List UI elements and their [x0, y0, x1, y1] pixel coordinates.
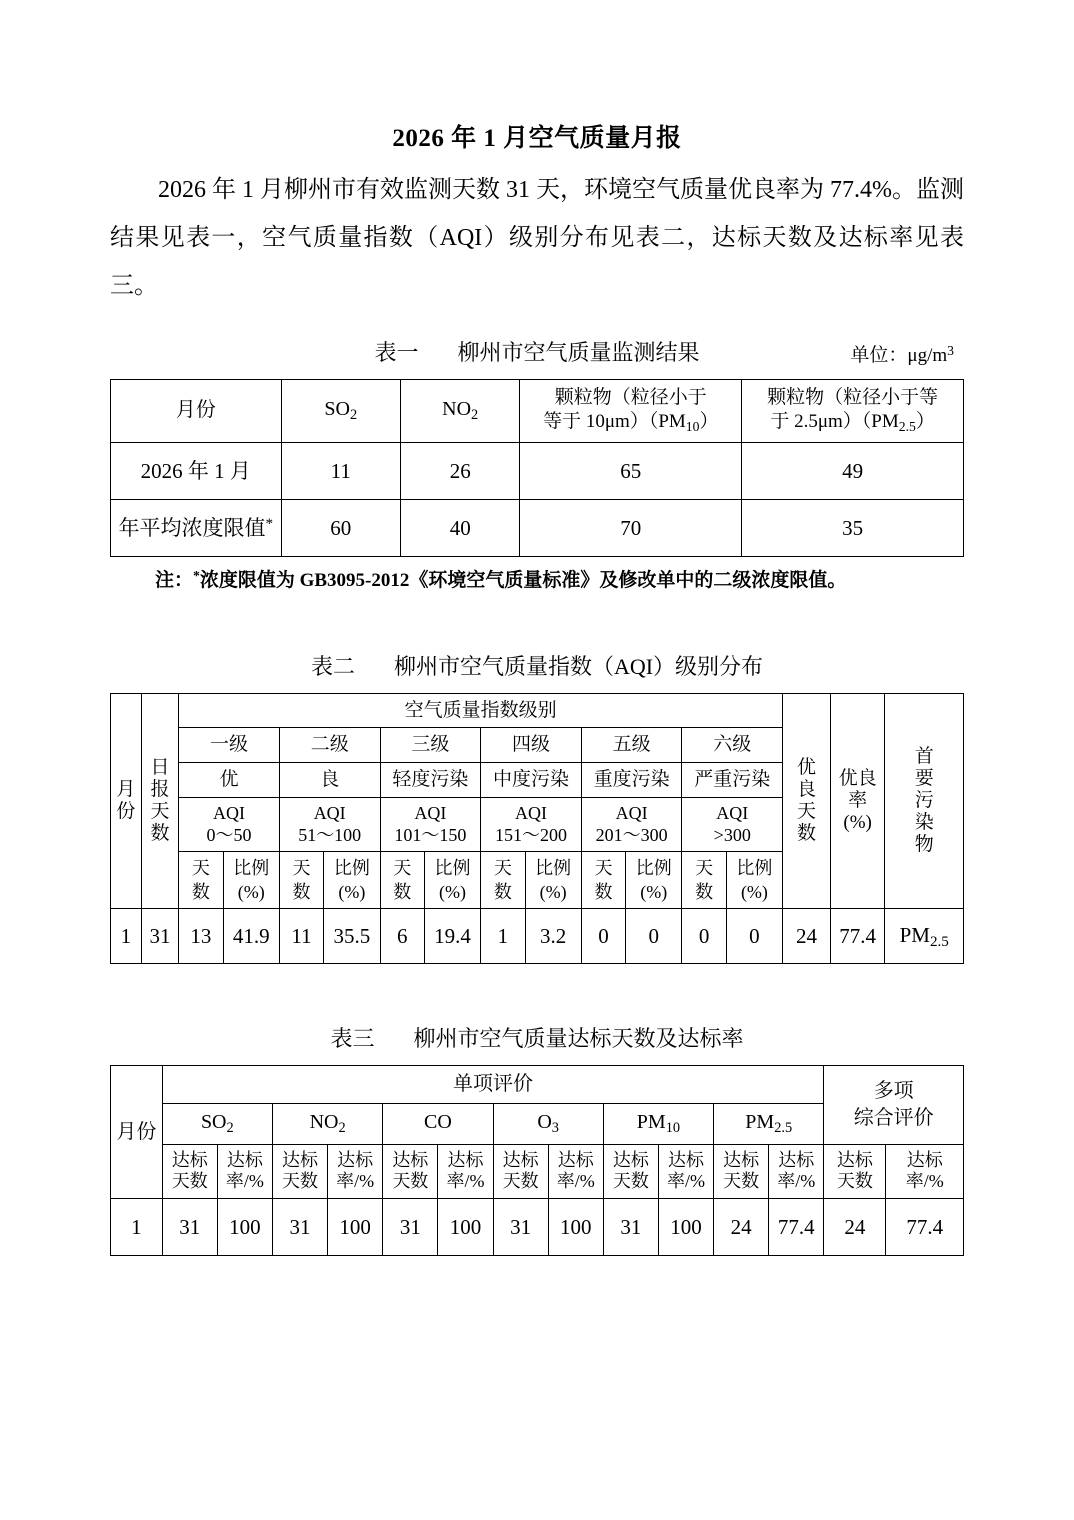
level-6: 六级	[682, 728, 783, 763]
cell-month: 1	[111, 1198, 163, 1255]
sub-header-days: 天 数	[179, 851, 223, 909]
table-one	[110, 379, 964, 557]
col-header-pm25: 颗粒物（粒径小于等 于 $2.5\mu m)(PM_{2.5})$	[742, 379, 964, 442]
sub-header-ratio: 比例 (%)	[223, 851, 279, 909]
cell-level3-ratio: 19.4	[424, 909, 480, 964]
sub-header-days: 达标 天数	[714, 1144, 769, 1198]
cell-so2-limit: 60	[281, 499, 400, 556]
cell-pm10: 65	[520, 442, 742, 499]
col-header-good-days: 优 良 天 数	[783, 693, 831, 909]
row-label-month: 2026 年 1 月	[111, 442, 282, 499]
cell-o3-rate: 100	[548, 1198, 603, 1255]
table-one-note: 注：*浓度限值为 GB3095-2012《环境空气质量标准》及修改单中的二级浓度限值。	[155, 567, 847, 591]
level-3: 三级	[380, 728, 481, 763]
sub-header-ratio: 比例 (%)	[726, 851, 782, 909]
table-three-caption-label: 表三	[330, 1026, 375, 1052]
page-title: 2026 年 1 月空气质量月报	[392, 125, 682, 152]
level-range-1: AQI 0～50	[179, 797, 280, 851]
pollutant-co: CO	[383, 1104, 493, 1144]
table-row	[111, 909, 964, 964]
table-one-caption-title: 柳州市空气质量监测结果	[457, 339, 700, 365]
cell-level1-ratio: 41.9	[223, 909, 279, 964]
sub-header-rate: 达标 率/%	[769, 1144, 824, 1198]
cell-level4-days: 1	[481, 909, 525, 964]
cell-co-rate: 100	[438, 1198, 493, 1255]
cell-co-days: 31	[383, 1198, 438, 1255]
level-range-6: AQI >300	[682, 797, 783, 851]
cell-so2-days: 31	[162, 1198, 217, 1255]
level-name-2: 良	[279, 763, 380, 798]
intro-paragraph: 2026 年 1 月柳州市有效监测天数 31 天，环境空气质量优良率为 77.4%。监测结果见表一，空气质量指数（AQI）级别分布见表二，达标天数及达标率见表三。	[110, 176, 964, 299]
level-name-1: 优	[179, 763, 280, 798]
cell-level5-ratio: 0	[626, 909, 682, 964]
table-one-unit: 单位：$\mu g/m^3$	[850, 342, 954, 366]
cell-so2: 11	[281, 442, 400, 499]
sub-header-days: 达标 天数	[162, 1144, 217, 1198]
col-header-month: 月 份	[111, 693, 142, 909]
cell-o3-days: 31	[493, 1198, 548, 1255]
col-header-month: 月份	[111, 1066, 163, 1199]
level-name-4: 中度污染	[481, 763, 582, 798]
sub-header-days: 达标 天数	[272, 1144, 327, 1198]
sub-header-rate: 达标 率/%	[886, 1144, 964, 1198]
table-one-caption-label: 表一	[374, 339, 419, 365]
sub-header-ratio: 比例 (%)	[626, 851, 682, 909]
table-row-header	[111, 379, 964, 442]
col-header-primary-pollutant: 首 要 污 染 物	[885, 693, 964, 909]
level-5: 五级	[581, 728, 682, 763]
cell-level5-days: 0	[581, 909, 625, 964]
col-header-aqi-group: 空气质量指数级别	[179, 693, 783, 728]
cell-good-rate: 77.4	[830, 909, 885, 964]
col-header-pm10: 颗粒物（粒径小于 等于 $10\mu m)(PM_{10})$	[520, 379, 742, 442]
table-row-header	[111, 1144, 964, 1198]
cell-pm25-limit: 35	[742, 499, 964, 556]
sub-header-days: 达标 天数	[383, 1144, 438, 1198]
table-row-header	[111, 1066, 964, 1104]
level-range-5: AQI 201～300	[581, 797, 682, 851]
sub-header-ratio: 比例 (%)	[324, 851, 380, 909]
row-label-limit: 年平均浓度限值*	[111, 499, 282, 556]
col-header-month: 月份	[111, 379, 282, 442]
col-header-no2: $NO_2$	[401, 379, 520, 442]
level-2: 二级	[279, 728, 380, 763]
table-three-caption-title: 柳州市空气质量达标天数及达标率	[413, 1026, 744, 1052]
sub-header-days: 天 数	[279, 851, 323, 909]
cell-level2-ratio: 35.5	[324, 909, 380, 964]
cell-good-days: 24	[783, 909, 831, 964]
cell-pm10-days: 31	[603, 1198, 658, 1255]
col-header-report-days: 日 报 天 数	[141, 693, 179, 909]
level-name-6: 严重污染	[682, 763, 783, 798]
cell-level2-days: 11	[279, 909, 323, 964]
cell-primary-pollutant: $PM_{2.5}$	[885, 909, 964, 964]
cell-multi-rate: 77.4	[886, 1198, 964, 1255]
sub-header-ratio: 比例 (%)	[525, 851, 581, 909]
sub-header-rate: 达标 率/%	[217, 1144, 272, 1198]
table-three-caption	[110, 1022, 964, 1053]
level-range-3: AQI 101～150	[380, 797, 481, 851]
table-row	[111, 499, 964, 556]
col-header-so2: $SO_2$	[281, 379, 400, 442]
sub-header-rate: 达标 率/%	[658, 1144, 713, 1198]
table-two-caption	[110, 650, 964, 681]
sub-header-days: 达标 天数	[493, 1144, 548, 1198]
col-header-good-rate: 优良率 (%)	[830, 693, 885, 909]
pollutant-o3: $O_3$	[493, 1104, 603, 1144]
cell-multi-days: 24	[824, 1198, 886, 1255]
col-header-single-eval: 单项评价	[162, 1066, 824, 1104]
cell-no2: 26	[401, 442, 520, 499]
sub-header-days: 达标 天数	[824, 1144, 886, 1198]
table-one-caption	[110, 336, 964, 367]
cell-no2-days: 31	[272, 1198, 327, 1255]
cell-level6-days: 0	[682, 909, 726, 964]
sub-header-days: 达标 天数	[603, 1144, 658, 1198]
table-row	[111, 442, 964, 499]
table-two-caption-label: 表二	[310, 653, 355, 679]
cell-level4-ratio: 3.2	[525, 909, 581, 964]
level-range-2: AQI 51～100	[279, 797, 380, 851]
pollutant-no2: $NO_2$	[272, 1104, 382, 1144]
cell-report-days: 31	[141, 909, 179, 964]
sub-header-days: 天 数	[481, 851, 525, 909]
cell-level6-ratio: 0	[726, 909, 782, 964]
cell-no2-limit: 40	[401, 499, 520, 556]
cell-pm25-rate: 77.4	[769, 1198, 824, 1255]
table-two	[110, 693, 964, 965]
table-row	[111, 1198, 964, 1255]
cell-pm10-rate: 100	[658, 1198, 713, 1255]
cell-level1-days: 13	[179, 909, 223, 964]
cell-no2-rate: 100	[328, 1198, 383, 1255]
level-name-3: 轻度污染	[380, 763, 481, 798]
cell-pm25: 49	[742, 442, 964, 499]
sub-header-rate: 达标 率/%	[328, 1144, 383, 1198]
col-header-multi-eval: 多项 综合评价	[824, 1066, 964, 1144]
cell-month: 1	[111, 909, 142, 964]
sub-header-days: 天 数	[380, 851, 424, 909]
cell-pm25-days: 24	[714, 1198, 769, 1255]
sub-header-days: 天 数	[682, 851, 726, 909]
table-three	[110, 1065, 964, 1256]
cell-level3-days: 6	[380, 909, 424, 964]
pollutant-pm10: $PM_{10}$	[603, 1104, 713, 1144]
level-name-5: 重度污染	[581, 763, 682, 798]
level-1: 一级	[179, 728, 280, 763]
level-4: 四级	[481, 728, 582, 763]
sub-header-rate: 达标 率/%	[438, 1144, 493, 1198]
cell-so2-rate: 100	[217, 1198, 272, 1255]
sub-header-days: 天 数	[581, 851, 625, 909]
level-range-4: AQI 151～200	[481, 797, 582, 851]
table-row-header	[111, 693, 964, 728]
pollutant-so2: $SO_2$	[162, 1104, 272, 1144]
table-two-caption-title: 柳州市空气质量指数（AQI）级别分布	[393, 653, 764, 679]
pollutant-pm25: $PM_{2.5}$	[714, 1104, 824, 1144]
cell-pm10-limit: 70	[520, 499, 742, 556]
sub-header-rate: 达标 率/%	[548, 1144, 603, 1198]
sub-header-ratio: 比例 (%)	[424, 851, 480, 909]
